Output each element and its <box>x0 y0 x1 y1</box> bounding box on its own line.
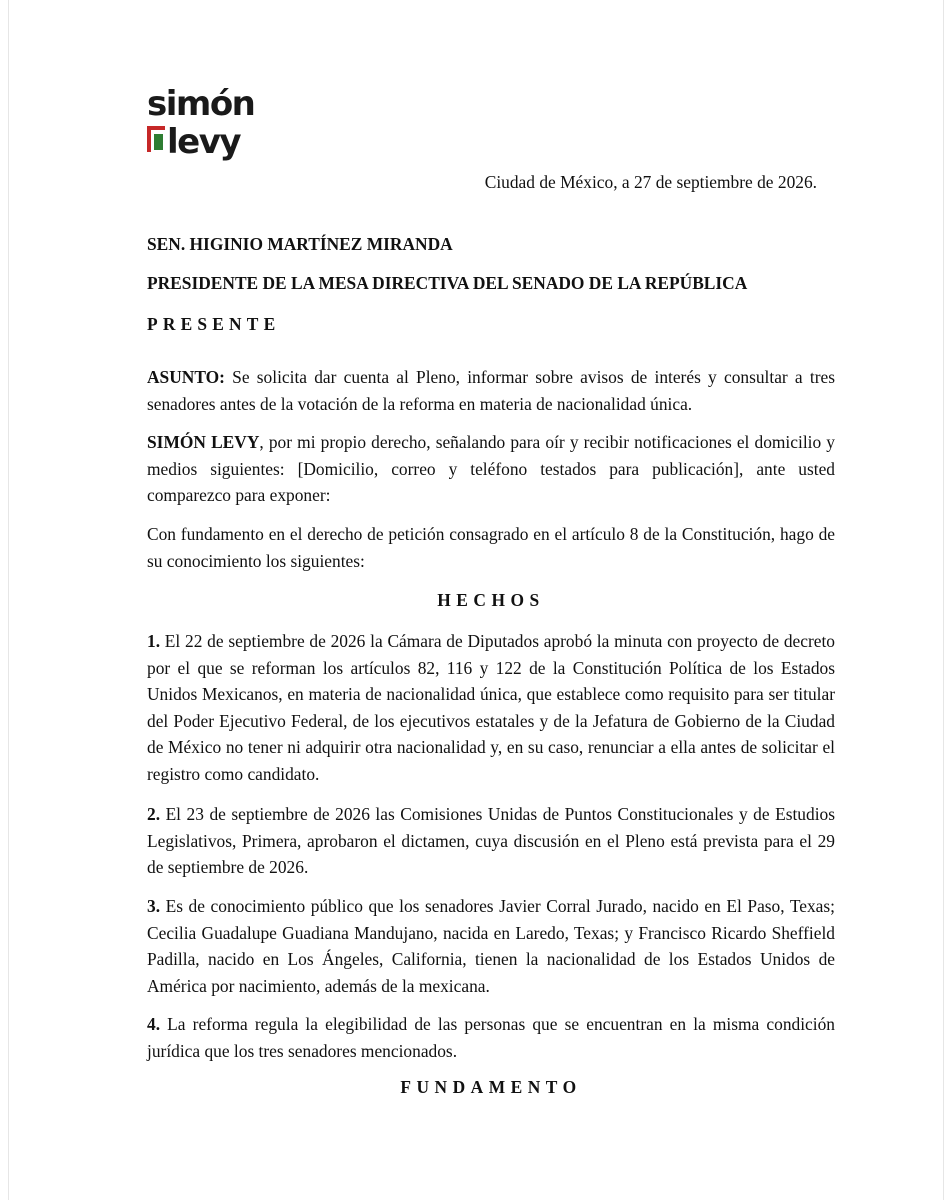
hecho-text: El 22 de septiembre de 2026 la Cámara de Diputados aprobó la minuta con proyecto de decreto por el que se reforman los artículos 82, 116 y 122 de la Constitución Política de los Estados Unidos Mexicanos, en materia de nacionalidad única, que establece como requisito para ser titular del Poder Ejecutivo Federal, de los ejecutivos estatales y de la Jefatura de Gobierno de la Ciudad de México no tener ni adquirir otra nacionalidad y, en su caso, renunciar a ella antes de solicitar el registro como candidato. <box>147 631 835 784</box>
logo-word-simon: simón <box>147 84 255 124</box>
hecho-text: Es de conocimiento público que los senadores Javier Corral Jurado, nacido en El Paso, Texas; Cecilia Guadalupe Guadiana Mandujano, nacida en Laredo, Texas; y Francisco Ricardo Sheffield Padilla, nacido en Los Ángeles, California, tienen la nacionalidad de los Estados Unidos de América por nacimiento, además de la mexicana. <box>147 896 835 996</box>
intro-name: SIMÓN LEVY <box>147 432 260 452</box>
hecho-text: La reforma regula la elegibilidad de las personas que se encuentran en la misma condición jurídica que los tres senadores mencionados. <box>147 1014 835 1061</box>
document-page <box>8 0 944 1200</box>
hecho-number: 4. <box>147 1014 161 1034</box>
intro-text: , por mi propio derecho, señalando para oír y recibir notificaciones el domicilio y medios siguientes: [Domicilio, correo y teléfono testados para publicación], ante usted comparezco para exponer: <box>147 432 835 505</box>
fundamento-intro-paragraph: Con fundamento en el derecho de petición consagrado en el artículo 8 de la Constitución, hago de su conocimiento los siguientes: <box>147 524 835 571</box>
asunto-paragraph <box>147 364 835 417</box>
hecho-item <box>147 628 835 787</box>
hecho-number: 2. <box>147 804 161 824</box>
hecho-item <box>147 893 835 999</box>
hecho-text: El 23 de septiembre de 2026 las Comisiones Unidas de Puntos Constitucionales y de Estudios Legislativos, Primera, aprobaron el dictamen, cuya discusión en el Pleno está prevista para el 29 de septiembre de 2026. <box>147 804 835 877</box>
intro-paragraph <box>147 429 835 509</box>
logo-flag-mark-icon <box>147 126 165 152</box>
date-line: Ciudad de México, a 27 de septiembre de 2026. <box>484 172 817 192</box>
hechos-heading: HECHOS <box>437 590 545 610</box>
presente-line: PRESENTE <box>147 314 281 334</box>
recipient-title: PRESIDENTE DE LA MESA DIRECTIVA DEL SENADO DE LA REPÚBLICA <box>147 273 748 293</box>
hecho-item <box>147 1011 835 1064</box>
logo-word-levy: levy <box>167 122 241 162</box>
asunto-label: ASUNTO: <box>147 367 225 387</box>
fundamento-heading: FUNDAMENTO <box>400 1077 582 1097</box>
hecho-number: 3. <box>147 896 161 916</box>
asunto-text: Se solicita dar cuenta al Pleno, informar sobre avisos de interés y consultar a tres senadores antes de la votación de la reforma en materia de nacionalidad única. <box>147 367 835 414</box>
simon-levy-logo <box>147 86 277 168</box>
hecho-number: 1. <box>147 631 161 651</box>
hecho-item <box>147 801 835 881</box>
recipient-name: SEN. HIGINIO MARTÍNEZ MIRANDA <box>147 234 453 254</box>
